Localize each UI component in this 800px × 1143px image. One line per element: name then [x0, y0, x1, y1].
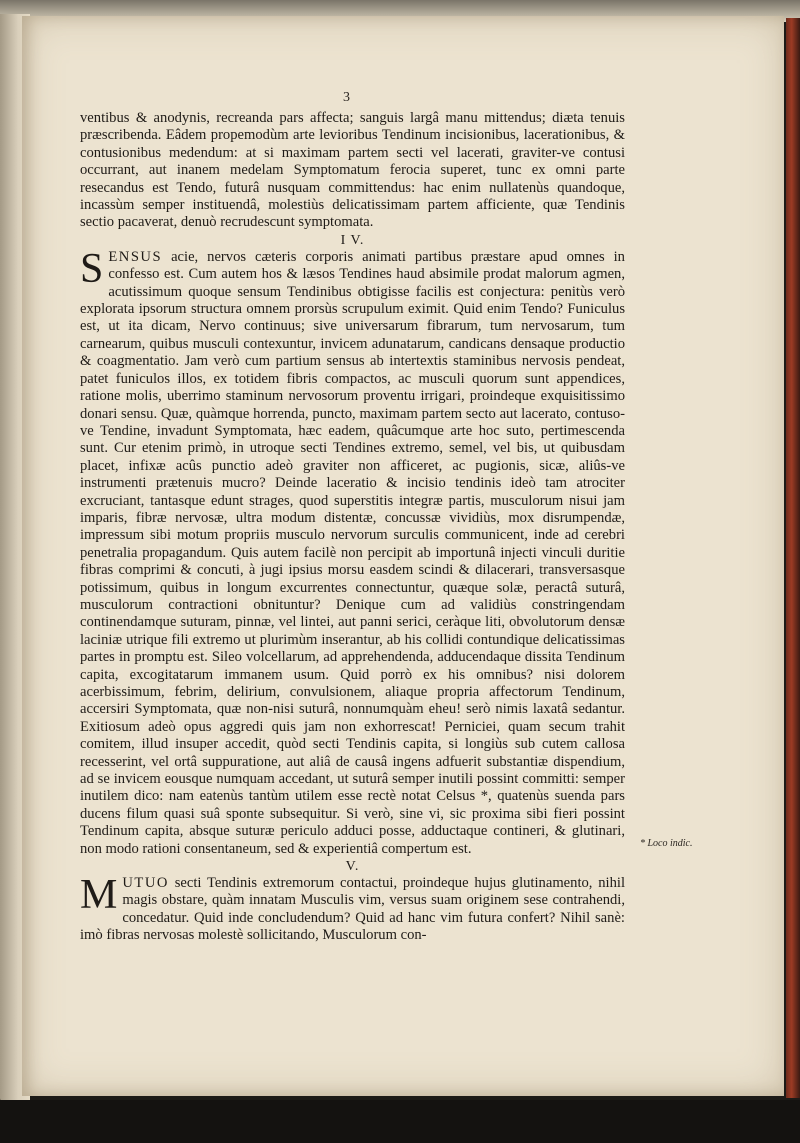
- paragraph-v-text: secti Tendinis extremorum contactui, proindeque hujus glutinamento, nihil magis obstare, quàm innatam Musculis vim, versus suam originem sese contrahendi, concedatur. Quid inde concludendum? Quid ad hanc vim futura confert? Nihil sanè: imò fibras nervosas molestè sollicitando, Musculorum con-: [80, 875, 626, 944]
- bottom-shadow: [0, 1100, 800, 1143]
- paragraph-iv-text: acie, nervos cæteris corporis animati partibus præstare apud omnes in confesso est. Cum autem hos & læsos Tendines haud absimile prodat malorum agmen, acutissimum quoque sensum Tendinibus obtigisse facilis est conjectura: penitùs verò explorata ipsorum structura omnem prorsùs scrupulum eximit. Quid enim Tendo? Funiculus est, ut ita dicam, Nervo continuus; sive universarum fibrarum, tum nervosarum, tum carnearum, quibus musculi contexuntur, invicem adunatarum, candicans densaque productio & coagmentatio. Jam verò cum partium sensus ab intertextis staminibus nervosis pendeat, patet funiculos illos, ex totidem fibris compactos, ac musculi quorum sunt appendices, ratione molis, uberrimo staminum nervosorum proventu irrigari, proindeque exquisitissimo donari sensu. Quæ, quàmque horrenda, puncto, maximam partem secto aut lacerato, contuso-ve Tendine, invadunt Symptomata, hæc eadem, quâcumque arte hoc suto, pertimescenda sunt. Cur etenim primò, in utroque secti Tendines extremo, semel, vel bis, ut quibusdam placet, infixæ acûs punctio adeò graviter non afficeret, ac pugionis, sicæ, aliûs-ve instrumenti prætenuis mucro? Deinde laceratio & incisio tendinis ideò tam atrociter excruciant, tantasque edunt strages, quod superstitis integræ partis, musculorum nisui jam imparis, fibræ nervosæ, ultra modum distentæ, concussæ vividiùs, mox disrumpendæ, impressum sibi motum propriis musculo nervorum surculis communicent, inde ad cerebri penetralia propagandum. Quis autem facilè non percipit ab importunâ injecti vinculi duritie fibras comprimi & concuti, à jugi ipsius morsu easdem scindi & dilacerari, transversasque potissimum, quibus in longum excurrentes connectuntur, quæque solæ, peractâ suturâ, musculorum contractioni obnituntur? Denique cum ad validiùs constringendam continendamque suturam, pinnæ, vel lintei, aut panni serici, ceràque liti, obvolutorum densæ laciniæ utrique fili extremo ut plurimùm inserantur, ab his collidi contundique delicatissimas partes in promptu est. Sileo volcellarum, ad apprehendenda, adducendaque dissita Tendinum capita, excogitatarum immanem usum. Quid porrò ex his omnibus? nisi dolorem acerbissimum, febrim, delirium, convulsionem, aliaque propria affectorum Tendinum, accersiri Symptomata, quæ non-nisi suturâ, nonnumquàm eheu! serò nimis laxatâ sedantur. Exitiosum adeò opus aggredi quis jam non exhorrescat! Perniciei, quam secum trahit comitem, illud insuper accedit, quòd secti Tendinis capita, si longiùs sub cutem callosa recesserint, vel ortâ suppuratione, aut aliâ de causâ ingens adfuerit substantiæ dispendium, ad se invicem eousque numquam accedant, ut suturâ semper inutili possint committi: semper inutilem dico: nam eatenùs tantùm utilem esse rectè notat Celsus *, quatenùs suenda pars ducens filum quasi suâ sponte subsequitur. Si verò, sine vi, sic proxima sibi fieri possint Tendinum capita, absque suturæ periculo adduci posse, adductaque contineri, & glutinari, non modo rationi consentaneum, sed & experientiâ compertum est.: [80, 248, 625, 857]
- paragraph-section-v: [80, 872, 626, 945]
- paragraph-section-iv: [80, 245, 625, 858]
- paragraph-continued: ventibus & anodynis, recreanda pars affecta; sanguis largâ manu mittendus; diæta tenuis præscribenda. Eâdem propemodùm arte levioribus Tendinum incisionibus, lacerationibus, & contusionibus medendum: at si maximam partem secti vel lacerati, graviter-ve contusi occurrant, aut inanem medelam Symptomatum ferocia superet, tunc ex omni parte resecandus est Tendo, futurâ nusquam committendus: hac enim nullatenùs quandoque, incassùm semper instituendâ, molestiùs delicatissimam partem afficiente, quæ Tendinis sectio pacaverat, denuò recrudescunt symptomata.: [80, 110, 625, 231]
- page-number: 3: [343, 90, 350, 105]
- section-heading-v: V.: [345, 859, 360, 875]
- margin-note: * Loco indic.: [640, 838, 693, 849]
- drop-cap-s: S: [80, 245, 104, 292]
- book-binding-edge: [786, 18, 800, 1098]
- lead-word-iv: ENSUS: [108, 248, 163, 265]
- lead-word-v: UTUO: [122, 875, 169, 892]
- section-heading-iv: I V.: [340, 232, 365, 248]
- drop-cap-m: M: [80, 872, 118, 919]
- main-text: [80, 110, 625, 945]
